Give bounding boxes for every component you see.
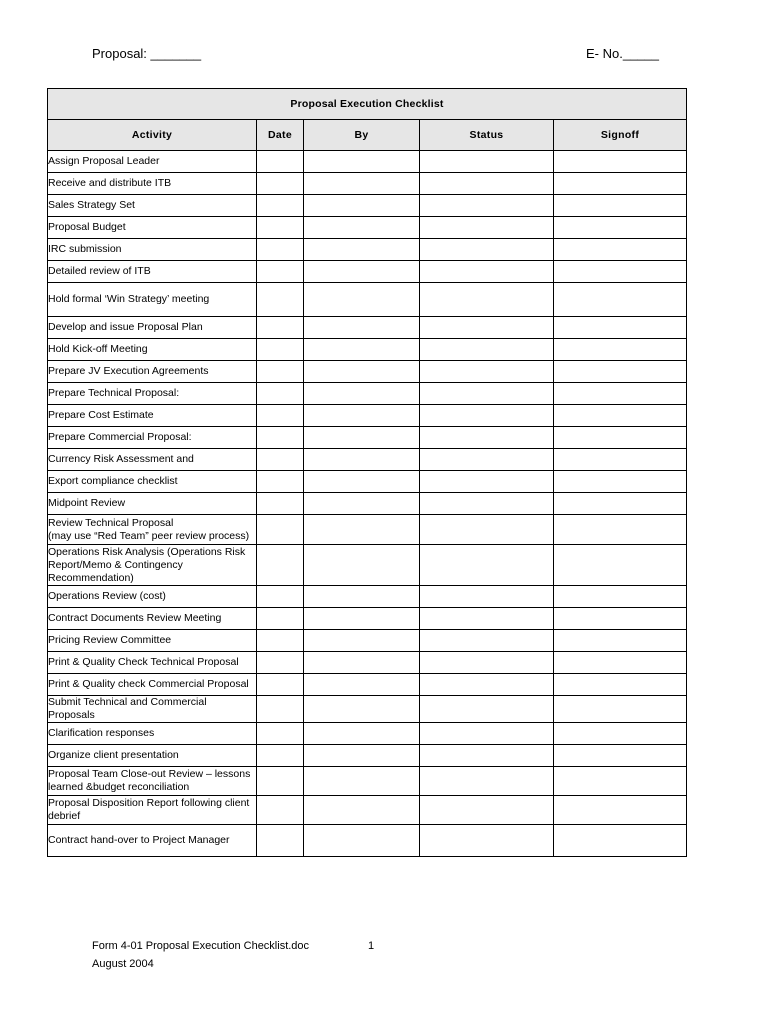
activity-label: Midpoint Review (48, 497, 126, 509)
table-row (48, 515, 687, 545)
activity-cell (48, 723, 257, 745)
activity-label: Contract Documents Review Meeting (48, 612, 222, 624)
activity-cell (48, 195, 257, 217)
table-row (48, 217, 687, 239)
signoff-cell[interactable] (554, 652, 687, 674)
signoff-cell[interactable] (554, 674, 687, 696)
date-cell[interactable] (257, 471, 304, 493)
table-row (48, 630, 687, 652)
activity-label: Export compliance checklist (48, 475, 178, 487)
date-cell[interactable] (257, 586, 304, 608)
table-row (48, 471, 687, 493)
signoff-cell[interactable] (554, 586, 687, 608)
signoff-cell[interactable] (554, 173, 687, 195)
activity-cell (48, 471, 257, 493)
column-header-by: By (304, 120, 420, 151)
activity-label: debrief (48, 810, 81, 822)
activity-cell (48, 427, 257, 449)
activity-label: Sales Strategy Set (48, 199, 135, 211)
by-cell[interactable] (304, 173, 420, 195)
footer-date: August 2004 (92, 958, 154, 970)
by-cell[interactable] (304, 723, 420, 745)
status-cell[interactable] (420, 515, 554, 545)
by-cell[interactable] (304, 586, 420, 608)
activity-label: learned &budget reconciliation (48, 781, 190, 793)
signoff-cell[interactable] (554, 608, 687, 630)
table-row (48, 493, 687, 515)
status-cell[interactable] (420, 471, 554, 493)
column-header-date: Date (257, 120, 304, 151)
by-cell[interactable] (304, 261, 420, 283)
status-cell[interactable] (420, 449, 554, 471)
table-row (48, 674, 687, 696)
date-cell[interactable] (257, 493, 304, 515)
signoff-cell[interactable] (554, 471, 687, 493)
date-cell[interactable] (257, 545, 304, 586)
date-cell[interactable] (257, 151, 304, 173)
activity-label: Prepare Commercial Proposal: (48, 431, 192, 443)
signoff-cell[interactable] (554, 723, 687, 745)
activity-cell (48, 674, 257, 696)
activity-cell (48, 317, 257, 339)
activity-label: Clarification responses (48, 727, 155, 739)
date-cell[interactable] (257, 405, 304, 427)
table-row (48, 261, 687, 283)
by-cell[interactable] (304, 239, 420, 261)
status-cell[interactable] (420, 405, 554, 427)
activity-label: (may use “Red Team” peer review process) (48, 529, 250, 542)
column-header-signoff: Signoff (554, 120, 687, 151)
column-header-status: Status (420, 120, 554, 151)
signoff-cell[interactable] (554, 545, 687, 586)
table-row (48, 545, 687, 586)
activity-cell (48, 608, 257, 630)
activity-cell (48, 630, 257, 652)
signoff-cell[interactable] (554, 515, 687, 545)
date-cell[interactable] (257, 383, 304, 405)
date-cell[interactable] (257, 796, 304, 825)
date-cell[interactable] (257, 608, 304, 630)
table-row (48, 825, 687, 857)
status-cell[interactable] (420, 151, 554, 173)
signoff-cell[interactable] (554, 493, 687, 515)
status-cell[interactable] (420, 217, 554, 239)
table-row (48, 383, 687, 405)
signoff-cell[interactable] (554, 427, 687, 449)
status-cell[interactable] (420, 317, 554, 339)
signoff-cell[interactable] (554, 383, 687, 405)
status-cell[interactable] (420, 239, 554, 261)
activity-label: Organize client presentation (48, 749, 179, 761)
activity-cell (48, 151, 257, 173)
by-cell[interactable] (304, 151, 420, 173)
activity-label: Receive and distribute ITB (48, 177, 172, 189)
status-cell[interactable] (420, 796, 554, 825)
date-cell[interactable] (257, 217, 304, 239)
activity-label: Prepare JV Execution Agreements (48, 365, 209, 377)
activity-label: Operations Review (cost) (48, 590, 166, 602)
column-header-activity: Activity (48, 120, 257, 151)
activity-cell (48, 217, 257, 239)
activity-label: Hold formal ‘Win Strategy’ meeting (48, 293, 210, 305)
date-cell[interactable] (257, 696, 304, 723)
activity-cell (48, 339, 257, 361)
activity-label: Assign Proposal Leader (48, 155, 160, 167)
by-cell[interactable] (304, 796, 420, 825)
activity-cell (48, 361, 257, 383)
signoff-cell[interactable] (554, 796, 687, 825)
date-cell[interactable] (257, 515, 304, 545)
by-cell[interactable] (304, 471, 420, 493)
activity-label: Proposal Disposition Report following client (48, 797, 250, 809)
signoff-cell[interactable] (554, 151, 687, 173)
table-row (48, 317, 687, 339)
signoff-cell[interactable] (554, 449, 687, 471)
table-row (48, 608, 687, 630)
by-cell[interactable] (304, 449, 420, 471)
by-cell[interactable] (304, 427, 420, 449)
by-cell[interactable] (304, 339, 420, 361)
by-cell[interactable] (304, 674, 420, 696)
date-cell[interactable] (257, 630, 304, 652)
signoff-cell[interactable] (554, 239, 687, 261)
date-cell[interactable] (257, 195, 304, 217)
activity-cell (48, 696, 257, 723)
status-cell[interactable] (420, 383, 554, 405)
date-cell[interactable] (257, 674, 304, 696)
signoff-cell[interactable] (554, 405, 687, 427)
activity-label: IRC submission (48, 243, 122, 255)
activity-cell (48, 652, 257, 674)
activity-label: Report/Memo & Contingency (48, 558, 183, 571)
status-cell[interactable] (420, 493, 554, 515)
activity-cell (48, 515, 257, 545)
by-cell[interactable] (304, 515, 420, 545)
status-cell[interactable] (420, 173, 554, 195)
by-cell[interactable] (304, 825, 420, 857)
date-cell[interactable] (257, 767, 304, 796)
activity-cell (48, 283, 257, 317)
by-cell[interactable] (304, 630, 420, 652)
signoff-cell[interactable] (554, 217, 687, 239)
table-row (48, 427, 687, 449)
date-cell[interactable] (257, 261, 304, 283)
footer-document-name: Form 4-01 Proposal Execution Checklist.doc (92, 940, 310, 952)
activity-cell (48, 796, 257, 825)
date-cell[interactable] (257, 361, 304, 383)
activity-cell (48, 239, 257, 261)
by-cell[interactable] (304, 283, 420, 317)
table-row (48, 652, 687, 674)
status-cell[interactable] (420, 723, 554, 745)
status-cell[interactable] (420, 652, 554, 674)
status-cell[interactable] (420, 767, 554, 796)
date-cell[interactable] (257, 283, 304, 317)
table-row (48, 767, 687, 796)
activity-label: Review Technical Proposal (48, 516, 174, 529)
signoff-cell[interactable] (554, 696, 687, 723)
date-cell[interactable] (257, 339, 304, 361)
activity-label: Submit Technical and Commercial Proposals (48, 696, 207, 721)
by-cell[interactable] (304, 405, 420, 427)
activity-label: Hold Kick-off Meeting (48, 343, 148, 355)
date-cell[interactable] (257, 317, 304, 339)
activity-label: Proposal Budget (48, 221, 126, 233)
table-row (48, 151, 687, 173)
status-cell[interactable] (420, 608, 554, 630)
date-cell[interactable] (257, 239, 304, 261)
table-row (48, 239, 687, 261)
status-cell[interactable] (420, 261, 554, 283)
proposal-number-field: Proposal: _______ (92, 46, 202, 61)
status-cell[interactable] (420, 195, 554, 217)
table-row (48, 745, 687, 767)
status-cell[interactable] (420, 339, 554, 361)
activity-cell (48, 767, 257, 796)
signoff-cell[interactable] (554, 767, 687, 796)
activity-label: Contract hand-over to Project Manager (48, 834, 230, 846)
table-row (48, 696, 687, 723)
status-cell[interactable] (420, 361, 554, 383)
by-cell[interactable] (304, 652, 420, 674)
signoff-cell[interactable] (554, 283, 687, 317)
activity-label: Recommendation) (48, 571, 134, 584)
activity-label: Detailed review of ITB (48, 265, 151, 277)
activity-cell (48, 493, 257, 515)
activity-label: Pricing Review Committee (48, 634, 172, 646)
by-cell[interactable] (304, 745, 420, 767)
table-row (48, 405, 687, 427)
activity-label: Print & Quality check Commercial Proposal (48, 678, 249, 690)
activity-label: Develop and issue Proposal Plan (48, 321, 203, 333)
status-cell[interactable] (420, 586, 554, 608)
activity-cell (48, 825, 257, 857)
activity-cell (48, 405, 257, 427)
status-cell[interactable] (420, 283, 554, 317)
activity-label: Print & Quality Check Technical Proposal (48, 656, 239, 668)
by-cell[interactable] (304, 361, 420, 383)
status-cell[interactable] (420, 825, 554, 857)
status-cell[interactable] (420, 745, 554, 767)
table-row (48, 195, 687, 217)
date-cell[interactable] (257, 427, 304, 449)
signoff-cell[interactable] (554, 361, 687, 383)
status-cell[interactable] (420, 696, 554, 723)
activity-label: Proposal Team Close-out Review – lessons (48, 768, 251, 780)
date-cell[interactable] (257, 652, 304, 674)
signoff-cell[interactable] (554, 825, 687, 857)
by-cell[interactable] (304, 608, 420, 630)
date-cell[interactable] (257, 723, 304, 745)
activity-cell (48, 173, 257, 195)
e-number-field: E- No._____ (586, 46, 659, 61)
date-cell[interactable] (257, 825, 304, 857)
activity-cell (48, 383, 257, 405)
table-row (48, 361, 687, 383)
status-cell[interactable] (420, 674, 554, 696)
activity-cell (48, 261, 257, 283)
table-row (48, 586, 687, 608)
by-cell[interactable] (304, 217, 420, 239)
date-cell[interactable] (257, 449, 304, 471)
activity-label: Prepare Technical Proposal: (48, 387, 180, 399)
table-row (48, 723, 687, 745)
status-cell[interactable] (420, 545, 554, 586)
signoff-cell[interactable] (554, 630, 687, 652)
by-cell[interactable] (304, 767, 420, 796)
date-cell[interactable] (257, 745, 304, 767)
by-cell[interactable] (304, 545, 420, 586)
signoff-cell[interactable] (554, 317, 687, 339)
signoff-cell[interactable] (554, 195, 687, 217)
status-cell[interactable] (420, 630, 554, 652)
table-row (48, 449, 687, 471)
signoff-cell[interactable] (554, 339, 687, 361)
by-cell[interactable] (304, 195, 420, 217)
signoff-cell[interactable] (554, 745, 687, 767)
activity-cell (48, 586, 257, 608)
activity-cell (48, 545, 257, 586)
status-cell[interactable] (420, 427, 554, 449)
table-row (48, 173, 687, 195)
footer-page-number: 1 (368, 940, 375, 952)
proposal-execution-checklist-table (47, 88, 687, 857)
checklist-title: Proposal Execution Checklist (48, 89, 687, 120)
activity-label: Currency Risk Assessment and (48, 453, 194, 465)
date-cell[interactable] (257, 173, 304, 195)
activity-cell (48, 449, 257, 471)
by-cell[interactable] (304, 696, 420, 723)
by-cell[interactable] (304, 317, 420, 339)
activity-label: Prepare Cost Estimate (48, 409, 154, 421)
activity-cell (48, 745, 257, 767)
table-row (48, 283, 687, 317)
by-cell[interactable] (304, 383, 420, 405)
signoff-cell[interactable] (554, 261, 687, 283)
table-row (48, 796, 687, 825)
by-cell[interactable] (304, 493, 420, 515)
table-row (48, 339, 687, 361)
activity-label: Operations Risk Analysis (Operations Risk (48, 545, 246, 558)
